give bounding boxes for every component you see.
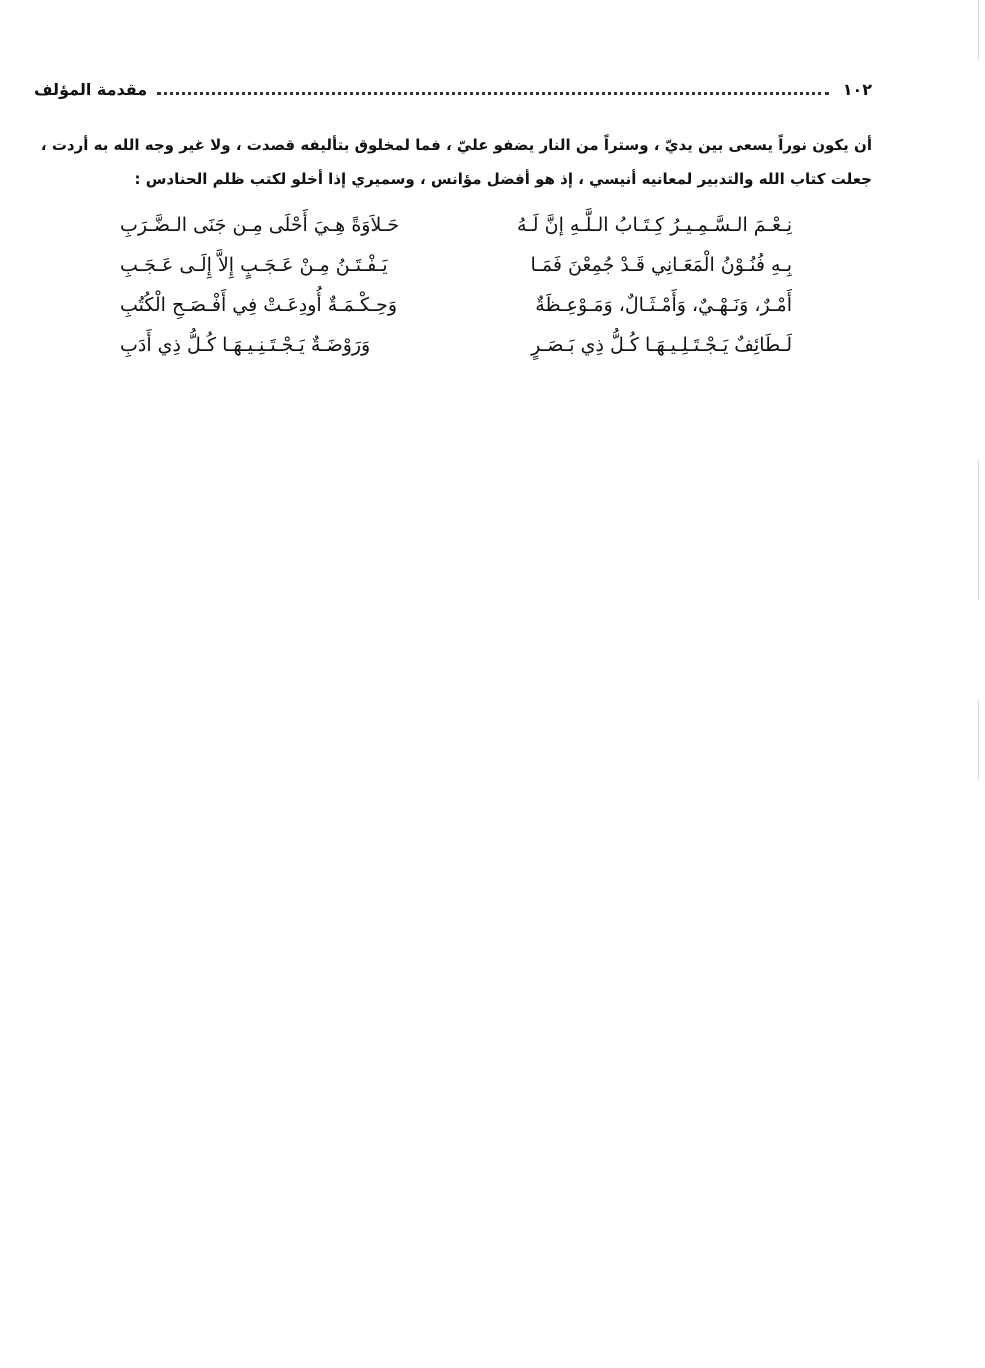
poem-verse [120, 245, 792, 285]
page-number: ١٠٢ [842, 80, 872, 99]
verse-second-hemistich: حَـلاَوَةً هِـيَ أَحْلَى مِـن جَنَى الـضَّـرَبِ [120, 214, 400, 236]
poem-verse [120, 325, 792, 365]
verse-first-hemistich: نِـعْـمَ الـسَّـمِـيـرُ كِـتَـابُ الـلَّـهِ إنَّ لَـهُ [517, 214, 792, 236]
verse-second-hemistich: وَحِـكْـمَـةٌ أُودِعَـتْ فِي أَفْـصَـحِ الْكُتُبِ [120, 294, 398, 316]
verse-second-hemistich: وَرَوْضَـةٌ يَـجْـتَـنِـيـهَـا كُـلُّ ذِي أَدَبِ [120, 334, 371, 356]
verse-first-hemistich: بِـهِ فُنُـوْنُ الْمَعَـانِي قَـدْ جُمِعْنَ فَمَـا [530, 254, 792, 276]
scan-edge-mark [978, 700, 979, 780]
poem-verse [120, 205, 792, 245]
prose-line: أن يكون نوراً يسعى بين يديّ ، وستراً من النار يضفو عليّ ، فما لمخلوق بتأليفه قصدت ، ولا غير وجه الله به أردت ، [40, 136, 872, 154]
scan-edge-mark [978, 460, 979, 600]
verse-first-hemistich: أَمْـرٌ، وَنَـهْـيٌ، وَأَمْـثَـالٌ، وَمَـوْعِـظَةٌ [535, 294, 792, 316]
dotted-leader [157, 91, 829, 95]
poem [120, 205, 792, 365]
verse-second-hemistich: يَـفْـتَـنُ مِـنْ عَـجَـبٍ إِلاَّ إِلَـى عَـجَـبِ [120, 254, 388, 276]
running-title: مقدمة المؤلف [34, 80, 148, 99]
page-header [34, 80, 872, 108]
prose-line: جعلت كتاب الله والتدبير لمعانيه أنيسي ، إذ هو أفضل مؤانس ، وسميري إذا أخلو لكتب ظلم الحنادس : [134, 170, 872, 188]
verse-first-hemistich: لَـطَائِفٌ يَـجْـتَـلِـيـهَـا كُـلُّ ذِي بَـصَـرٍ [531, 334, 792, 356]
poem-verse [120, 285, 792, 325]
scan-edge-mark [978, 0, 979, 60]
prose-paragraph [30, 128, 872, 196]
